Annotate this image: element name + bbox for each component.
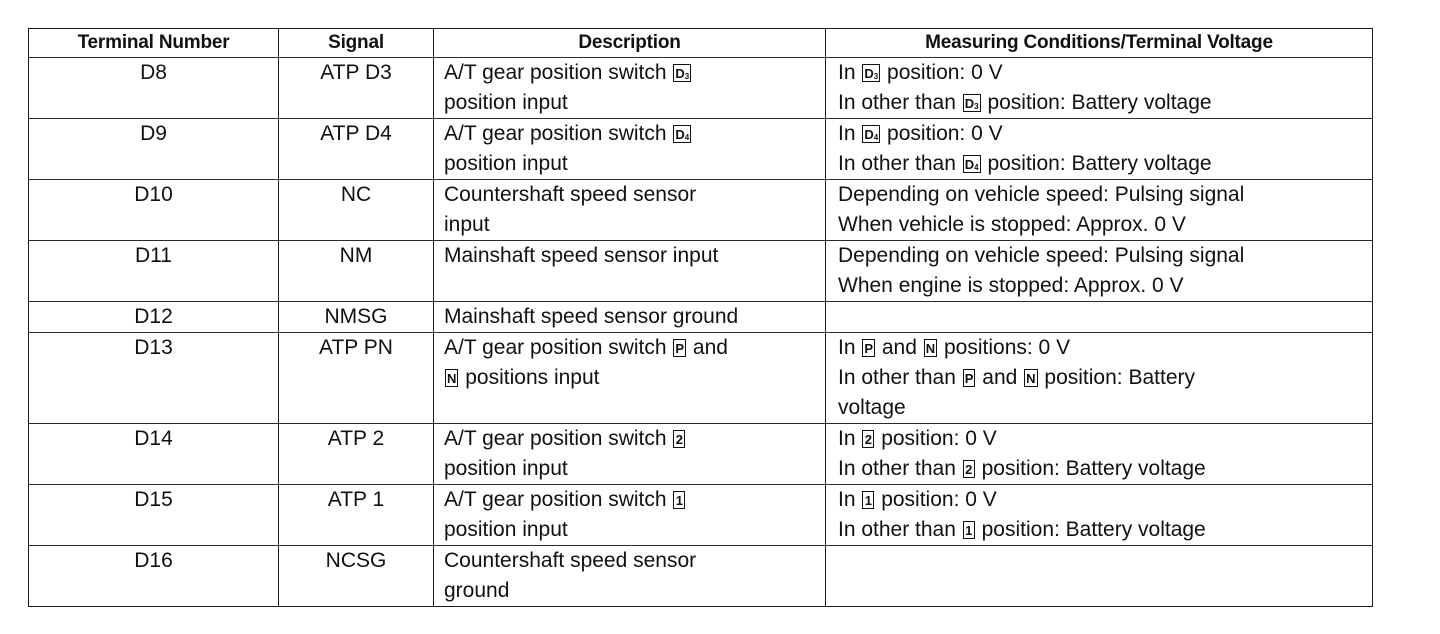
description-cell [434, 424, 826, 485]
gear-1-icon: 1 [963, 521, 975, 539]
description-text: position input [444, 91, 568, 114]
measuring-text: position: Battery voltage [981, 457, 1206, 480]
signal-cell: ATP 2 [279, 424, 434, 485]
measuring-text: In [838, 336, 856, 359]
signal-cell: NMSG [279, 302, 434, 333]
description-text: Mainshaft speed sensor ground [444, 305, 739, 328]
description-text: A/T gear position switch [444, 488, 667, 511]
measuring-cell [826, 424, 1373, 485]
terminal-cell: D14 [29, 424, 279, 485]
measuring-text: position: Battery voltage [987, 152, 1212, 175]
description-text: input [444, 213, 490, 236]
measuring-text: In [838, 61, 856, 84]
gear-2-icon: 2 [862, 430, 874, 448]
measuring-text: and [881, 336, 917, 359]
measuring-text: position: Battery voltage [987, 91, 1212, 114]
gear-p-icon: P [675, 341, 685, 356]
terminal-cell: D12 [29, 302, 279, 333]
signal-cell: ATP PN [279, 333, 434, 424]
terminal-cell: D9 [29, 119, 279, 180]
measuring-text: In other than [838, 457, 956, 480]
description-text: Countershaft speed sensor [444, 183, 697, 206]
terminal-table-sheet [28, 28, 1372, 607]
measuring-text: Depending on vehicle speed: Pulsing signal [838, 183, 1245, 206]
description-text: ground [444, 579, 510, 602]
header-description: Description [434, 29, 826, 58]
gear-n-icon: N [925, 341, 936, 356]
gear-1-icon: 1 [862, 491, 874, 509]
description-cell [434, 58, 826, 119]
description-text: A/T gear position switch [444, 61, 667, 84]
terminal-cell: D15 [29, 485, 279, 546]
measuring-cell [826, 119, 1373, 180]
description-text: A/T gear position switch [444, 336, 667, 359]
terminal-cell: D8 [29, 58, 279, 119]
measuring-text: position: 0 V [881, 427, 997, 450]
header-terminal-number: Terminal Number [29, 29, 279, 58]
terminal-cell: D16 [29, 546, 279, 607]
description-text: position input [444, 152, 568, 175]
measuring-text: Depending on vehicle speed: Pulsing signal [838, 244, 1245, 267]
gear-1-icon: 1 [673, 491, 685, 509]
gear-n-icon: N [447, 371, 457, 386]
measuring-text: In other than [838, 152, 956, 175]
gear-p-icon: P [864, 341, 874, 356]
gear-d3-icon: $D_3$ [675, 66, 690, 81]
terminal-voltage-table [28, 28, 1373, 607]
measuring-text: position: Battery voltage [981, 518, 1206, 541]
description-text: and [692, 336, 728, 359]
measuring-text: In other than [838, 91, 956, 114]
table-header-row [29, 29, 1373, 58]
measuring-cell [826, 302, 1373, 333]
terminal-cell: D11 [29, 241, 279, 302]
table-row [29, 485, 1373, 546]
description-text: position input [444, 457, 568, 480]
signal-cell: NCSG [279, 546, 434, 607]
gear-d3-icon: $D_3$ [964, 96, 979, 111]
measuring-text: voltage [838, 396, 906, 419]
table-row [29, 333, 1373, 424]
measuring-cell [826, 180, 1373, 241]
table-row [29, 180, 1373, 241]
gear-d4-icon: $D_4$ [964, 157, 979, 172]
measuring-text: In [838, 427, 856, 450]
signal-cell: ATP D3 [279, 58, 434, 119]
gear-2-icon: 2 [673, 430, 685, 448]
measuring-text: position: 0 V [881, 488, 997, 511]
table-row [29, 424, 1373, 485]
table-row [29, 119, 1373, 180]
description-cell [434, 241, 826, 302]
description-text: Countershaft speed sensor [444, 549, 697, 572]
description-text: Mainshaft speed sensor input [444, 244, 719, 267]
measuring-text: and [982, 366, 1018, 389]
measuring-text: When engine is stopped: Approx. 0 V [838, 274, 1184, 297]
measuring-cell [826, 333, 1373, 424]
measuring-cell [826, 58, 1373, 119]
table-row [29, 546, 1373, 607]
terminal-cell: D10 [29, 180, 279, 241]
description-text: A/T gear position switch [444, 427, 667, 450]
table-row [29, 302, 1373, 333]
description-text: position input [444, 518, 568, 541]
measuring-text: When vehicle is stopped: Approx. 0 V [838, 213, 1186, 236]
description-text: A/T gear position switch [444, 122, 667, 145]
signal-cell: ATP 1 [279, 485, 434, 546]
gear-d3-icon: $D_3$ [864, 66, 879, 81]
description-cell [434, 119, 826, 180]
gear-p-icon: P [964, 371, 974, 386]
description-cell [434, 302, 826, 333]
description-text: positions input [465, 366, 600, 389]
measuring-text: In other than [838, 366, 956, 389]
measuring-text: position: 0 V [887, 122, 1003, 145]
measuring-text: In [838, 122, 856, 145]
measuring-text: positions: 0 V [944, 336, 1071, 359]
gear-2-icon: 2 [963, 460, 975, 478]
measuring-cell [826, 546, 1373, 607]
signal-cell: NM [279, 241, 434, 302]
description-cell [434, 333, 826, 424]
measuring-text: position: Battery [1044, 366, 1195, 389]
measuring-cell [826, 485, 1373, 546]
measuring-text: In [838, 488, 856, 511]
gear-d4-icon: $D_4$ [675, 127, 690, 142]
header-signal: Signal [279, 29, 434, 58]
gear-n-icon: N [1026, 371, 1036, 386]
table-row [29, 58, 1373, 119]
gear-d4-icon: $D_4$ [864, 127, 879, 142]
measuring-text: position: 0 V [887, 61, 1003, 84]
table-row [29, 241, 1373, 302]
signal-cell: NC [279, 180, 434, 241]
header-measuring-conditions: Measuring Conditions/Terminal Voltage [826, 29, 1373, 58]
description-cell [434, 546, 826, 607]
measuring-cell [826, 241, 1373, 302]
measuring-text: In other than [838, 518, 956, 541]
signal-cell: ATP D4 [279, 119, 434, 180]
description-cell [434, 485, 826, 546]
description-cell [434, 180, 826, 241]
terminal-cell: D13 [29, 333, 279, 424]
